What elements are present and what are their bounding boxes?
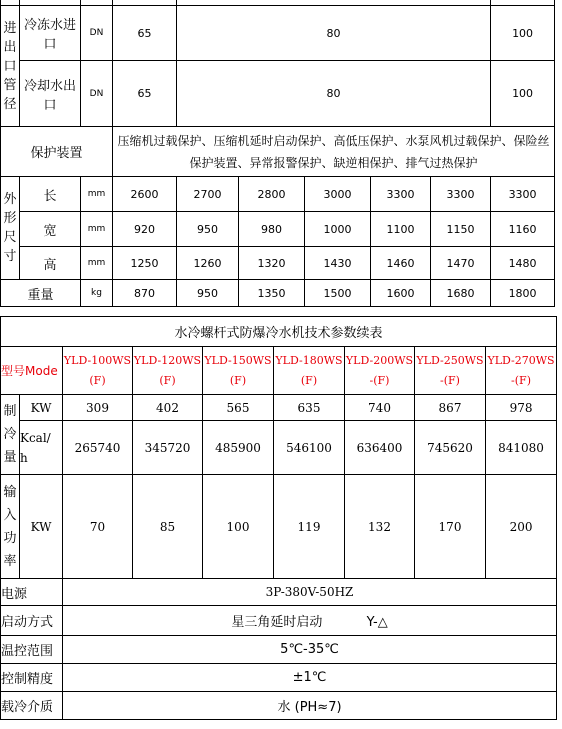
row-unit: DN	[81, 6, 113, 61]
value-cell: 636400	[345, 421, 415, 475]
value-cell: 345720	[133, 421, 203, 475]
value-cell: 402	[133, 395, 203, 421]
value-cell: 740	[345, 395, 415, 421]
model-cell: YLD-200WS -(F)	[345, 347, 415, 395]
value-cell: 867	[415, 395, 486, 421]
table-row	[1, 579, 557, 606]
value-cell: 309	[63, 395, 133, 421]
start-mode-symbol: Y-△	[366, 615, 388, 630]
dim-group-label: 外形尺寸	[1, 177, 20, 280]
value-cell: 1250	[113, 247, 177, 280]
row-label: 控制精度	[1, 664, 63, 692]
protect-label: 保护装置	[1, 127, 113, 177]
model-row	[1, 347, 557, 395]
value-cell: 3300	[371, 177, 431, 212]
row-unit: kg	[81, 280, 113, 307]
value-cell: 1100	[371, 212, 431, 247]
table-row	[1, 606, 557, 636]
value-cell: 950	[177, 280, 239, 307]
row-unit: KW	[20, 475, 63, 579]
row-label: 宽	[20, 212, 81, 247]
value-cell: 950	[177, 212, 239, 247]
spec-value	[63, 606, 557, 636]
spec-value: ±1℃	[63, 664, 557, 692]
start-mode-text: 星三角延时启动	[231, 615, 323, 630]
value-cell: 978	[486, 395, 557, 421]
value-cell: 119	[274, 475, 345, 579]
value-cell: 2700	[177, 177, 239, 212]
value-cell: 485900	[203, 421, 274, 475]
row-label: 启动方式	[1, 606, 63, 636]
value-cell: 546100	[274, 421, 345, 475]
value-cell: 100	[491, 61, 555, 127]
table-row	[1, 475, 557, 579]
value-cell: 100	[491, 6, 555, 61]
row-unit: mm	[81, 212, 113, 247]
cool-group-label: 制冷量	[1, 395, 20, 475]
table-row	[1, 280, 555, 307]
row-label: 长	[20, 177, 81, 212]
model-cell: YLD-180WS (F)	[274, 347, 345, 395]
row-label: 冷却水出口	[20, 61, 81, 127]
model-cell: YLD-100WS (F)	[63, 347, 133, 395]
value-cell: 65	[113, 6, 177, 61]
row-unit: KW	[20, 395, 63, 421]
value-cell: 265740	[63, 421, 133, 475]
protect-line: 保护装置、异常报警保护、缺逆相保护、排气过热保护	[189, 155, 478, 170]
table-row	[1, 692, 557, 720]
spec-table-continuation	[0, 316, 557, 720]
table-row	[1, 636, 557, 664]
protect-line: 压缩机过载保护、压缩机延时启动保护、高低压保护、水泵风机过载保护、保险丝	[117, 133, 550, 148]
value-cell: 565	[203, 395, 274, 421]
table-title: 水冷螺杆式防爆冷水机技术参数续表	[1, 317, 557, 347]
value-cell: 132	[345, 475, 415, 579]
value-cell: 1680	[431, 280, 491, 307]
table-row	[1, 61, 555, 127]
value-cell: 1320	[239, 247, 305, 280]
value-cell: 65	[113, 61, 177, 127]
value-cell: 1500	[305, 280, 371, 307]
protect-text	[113, 127, 555, 177]
value-cell: 1160	[491, 212, 555, 247]
spec-value: 水 (PH≈7)	[63, 692, 557, 720]
table-row	[1, 177, 555, 212]
row-label: 载冷介质	[1, 692, 63, 720]
value-cell: 1260	[177, 247, 239, 280]
model-cell: YLD-250WS -(F)	[415, 347, 486, 395]
row-label: 电源	[1, 579, 63, 606]
value-cell: 841080	[486, 421, 557, 475]
value-cell: 85	[133, 475, 203, 579]
value-cell: 745620	[415, 421, 486, 475]
power-group-label: 输入功率	[1, 475, 20, 579]
table-row	[1, 395, 557, 421]
value-cell: 80	[177, 61, 491, 127]
value-cell: 980	[239, 212, 305, 247]
value-cell: 3000	[305, 177, 371, 212]
row-label: 温控范围	[1, 636, 63, 664]
table-row	[1, 212, 555, 247]
value-cell: 1150	[431, 212, 491, 247]
value-cell: 80	[177, 6, 491, 61]
row-unit: DN	[81, 61, 113, 127]
value-cell: 1430	[305, 247, 371, 280]
model-label: 型号Mode	[1, 347, 63, 395]
row-unit: Kcal/ h	[20, 421, 63, 475]
value-cell: 170	[415, 475, 486, 579]
spec-value: 5℃-35℃	[63, 636, 557, 664]
value-cell: 3300	[431, 177, 491, 212]
value-cell: 1000	[305, 212, 371, 247]
value-cell: 70	[63, 475, 133, 579]
value-cell: 2800	[239, 177, 305, 212]
value-cell: 870	[113, 280, 177, 307]
value-cell: 1470	[431, 247, 491, 280]
spec-table-upper	[0, 0, 555, 307]
value-cell: 635	[274, 395, 345, 421]
value-cell: 1600	[371, 280, 431, 307]
model-cell: YLD-120WS (F)	[133, 347, 203, 395]
value-cell: 920	[113, 212, 177, 247]
row-unit: mm	[81, 177, 113, 212]
model-cell: YLD-150WS (F)	[203, 347, 274, 395]
spec-value: 3P-380V-50HZ	[63, 579, 557, 606]
row-label: 冷冻水进口	[20, 6, 81, 61]
value-cell: 1460	[371, 247, 431, 280]
row-label: 重量	[1, 280, 81, 307]
value-cell: 100	[203, 475, 274, 579]
row-label: 高	[20, 247, 81, 280]
table-row	[1, 6, 555, 61]
value-cell: 1350	[239, 280, 305, 307]
table-row	[1, 421, 557, 475]
pipe-group-label: 进出口管径	[1, 6, 20, 127]
model-cell: YLD-270WS -(F)	[486, 347, 557, 395]
value-cell: 1480	[491, 247, 555, 280]
value-cell: 1800	[491, 280, 555, 307]
value-cell: 200	[486, 475, 557, 579]
table-row	[1, 247, 555, 280]
table-row	[1, 317, 557, 347]
value-cell: 3300	[491, 177, 555, 212]
value-cell: 2600	[113, 177, 177, 212]
row-unit: mm	[81, 247, 113, 280]
table-row	[1, 664, 557, 692]
table-row	[1, 127, 555, 177]
